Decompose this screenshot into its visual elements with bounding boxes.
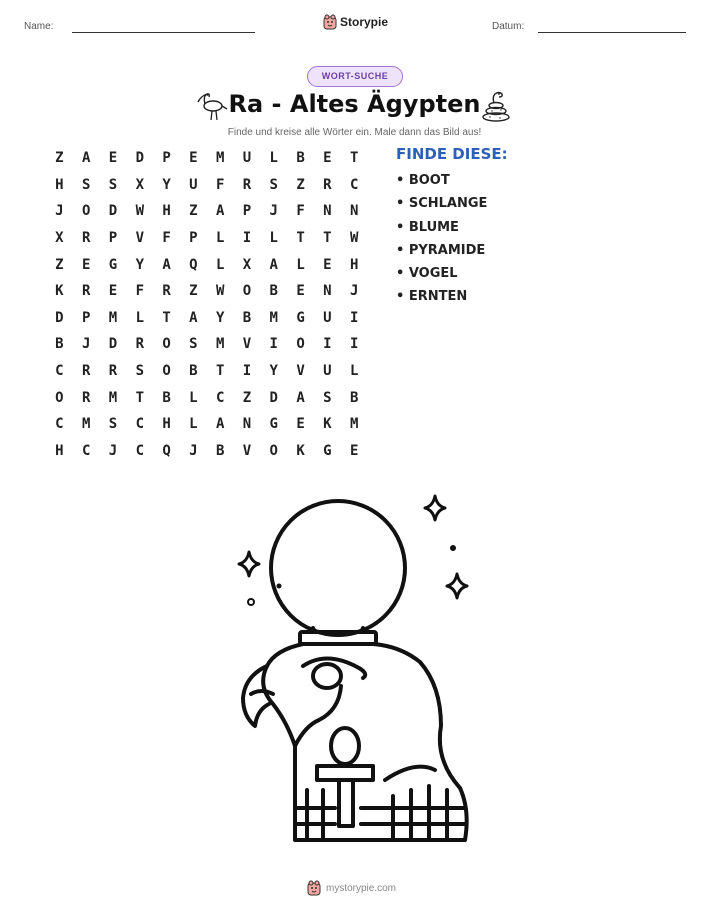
grid-cell[interactable]: I — [269, 336, 278, 353]
coiled-snake-icon — [480, 88, 512, 122]
grid-cell[interactable]: U — [323, 363, 332, 380]
grid-cell[interactable]: J — [81, 336, 91, 353]
word-item: • BLUME — [396, 219, 459, 235]
grid-cell[interactable]: F — [296, 203, 305, 220]
grid-cell[interactable]: O — [55, 389, 64, 406]
word-item: • BOOT — [396, 173, 450, 188]
grid-cell[interactable]: G — [323, 442, 332, 459]
grid-cell[interactable]: T — [323, 230, 332, 247]
grid-cell[interactable]: R — [135, 336, 144, 353]
grid-cell[interactable]: C — [135, 416, 144, 433]
grid-cell[interactable]: B — [189, 363, 198, 380]
word-item: • ERNTEN — [396, 289, 468, 305]
grid-cell[interactable]: T — [296, 230, 305, 247]
grid-cell[interactable]: X — [135, 176, 144, 193]
grid-cell[interactable]: J — [189, 442, 198, 459]
grid-cell[interactable]: V — [296, 363, 305, 380]
grid-cell[interactable]: H — [162, 203, 171, 220]
grid-cell[interactable]: M — [349, 416, 359, 433]
grid-cell[interactable]: B — [215, 442, 225, 459]
grid-cell[interactable]: C — [81, 442, 91, 459]
grid-cell[interactable]: B — [269, 283, 278, 300]
grid-cell[interactable]: J — [269, 203, 278, 220]
grid-cell[interactable]: K — [296, 442, 305, 459]
grid-cell[interactable]: J — [349, 283, 359, 300]
grid-cell[interactable]: M — [269, 309, 278, 326]
grid-cell[interactable]: L — [269, 230, 278, 247]
grid-cell[interactable]: Z — [189, 203, 198, 220]
grid-cell[interactable]: I — [242, 363, 252, 380]
grid-cell[interactable]: F — [135, 283, 144, 300]
grid-cell[interactable]: L — [215, 230, 225, 247]
grid-cell[interactable]: B — [242, 309, 252, 326]
grid-cell[interactable]: S — [108, 176, 118, 193]
grid-cell[interactable]: S — [269, 176, 278, 193]
grid-cell[interactable]: D — [55, 309, 64, 326]
grid-cell[interactable]: R — [81, 363, 91, 380]
grid-cell[interactable]: U — [323, 309, 332, 326]
grid-cell[interactable]: H — [55, 442, 64, 459]
grid-cell[interactable]: I — [242, 230, 252, 247]
grid-cell[interactable]: W — [135, 203, 144, 220]
grid-cell[interactable]: M — [108, 389, 118, 406]
grid-cell[interactable]: Q — [162, 442, 171, 459]
grid-cell[interactable]: Z — [296, 176, 305, 193]
grid-cell[interactable]: M — [215, 150, 225, 167]
name-label: Name: — [24, 21, 54, 32]
word-item: • PYRAMIDE — [396, 242, 486, 258]
storypie-logo-icon — [307, 880, 321, 896]
grid-cell[interactable]: L — [269, 150, 278, 167]
brand-name: Storypie — [340, 15, 389, 29]
grid-cell[interactable]: L — [135, 309, 144, 326]
ra-coloring-image[interactable] — [235, 490, 475, 850]
grid-cell[interactable]: O — [162, 336, 171, 353]
grid-cell[interactable]: N — [323, 203, 332, 220]
grid-cell[interactable]: I — [349, 309, 359, 326]
grid-cell[interactable]: E — [189, 150, 198, 167]
grid-cell[interactable]: X — [55, 230, 64, 247]
grid-cell[interactable]: O — [296, 336, 305, 353]
grid-cell[interactable]: V — [135, 230, 144, 247]
grid-cell[interactable]: H — [349, 256, 359, 273]
grid-cell[interactable]: F — [215, 176, 225, 193]
grid-cell[interactable]: P — [81, 309, 91, 326]
grid-cell[interactable]: W — [215, 283, 225, 300]
grid-cell[interactable]: A — [269, 256, 278, 273]
footer-url[interactable]: mystorypie.com — [326, 882, 397, 894]
grid-cell[interactable]: A — [296, 389, 305, 406]
grid-cell[interactable]: H — [55, 176, 64, 193]
grid-cell[interactable]: Z — [55, 150, 64, 167]
grid-cell[interactable]: T — [162, 309, 171, 326]
grid-cell[interactable]: L — [215, 256, 225, 273]
grid-cell[interactable]: R — [81, 389, 91, 406]
grid-cell[interactable]: H — [162, 416, 171, 433]
grid-cell[interactable]: P — [189, 230, 198, 247]
grid-cell[interactable]: M — [215, 336, 225, 353]
grid-cell[interactable]: L — [189, 389, 198, 406]
grid-cell[interactable]: Y — [215, 309, 225, 326]
grid-cell[interactable]: R — [81, 283, 91, 300]
word-search-grid[interactable] — [46, 145, 368, 464]
grid-cell[interactable]: R — [108, 363, 118, 380]
grid-cell[interactable]: B — [162, 389, 171, 406]
instructions: Finde und kreise alle Wörter ein. Male dann das Bild aus! — [227, 127, 482, 138]
grid-cell[interactable]: E — [296, 416, 305, 433]
grid-cell[interactable]: F — [162, 230, 171, 247]
grid-cell[interactable]: O — [242, 283, 252, 300]
grid-cell[interactable]: U — [242, 150, 252, 167]
grid-cell[interactable]: I — [323, 336, 332, 353]
grid-cell[interactable]: M — [108, 309, 118, 326]
grid-cell[interactable]: E — [296, 283, 305, 300]
word-list — [396, 169, 487, 309]
grid-cell[interactable]: L — [296, 256, 305, 273]
grid-cell[interactable]: Z — [55, 256, 64, 273]
grid-cell[interactable]: S — [189, 336, 198, 353]
grid-cell[interactable]: Z — [242, 389, 252, 406]
grid-cell[interactable]: C — [55, 363, 64, 380]
grid-cell[interactable]: O — [269, 442, 278, 459]
grid-cell[interactable]: A — [81, 150, 91, 167]
date-label: Datum: — [492, 21, 525, 32]
grid-cell[interactable]: O — [162, 363, 171, 380]
grid-cell[interactable]: J — [55, 203, 64, 220]
grid-cell[interactable]: D — [135, 150, 144, 167]
grid-cell[interactable]: L — [349, 363, 359, 380]
grid-cell[interactable]: P — [242, 203, 252, 220]
grid-cell[interactable]: R — [162, 283, 171, 300]
grid-cell[interactable]: A — [215, 416, 225, 433]
grid-cell[interactable]: R — [323, 176, 332, 193]
footer — [307, 880, 396, 896]
grid-cell[interactable]: I — [349, 336, 359, 353]
grid-cell[interactable]: T — [349, 150, 359, 167]
word-item: • SCHLANGE — [396, 196, 488, 212]
grid-cell[interactable]: J — [108, 442, 118, 459]
grid-cell[interactable]: S — [135, 363, 144, 380]
grid-cell[interactable]: Y — [135, 256, 144, 273]
grid-cell[interactable]: V — [242, 442, 252, 459]
grid-cell[interactable]: Z — [189, 283, 198, 300]
grid-cell[interactable]: S — [81, 176, 91, 193]
grid-cell[interactable]: A — [215, 203, 225, 220]
name-line[interactable] — [72, 32, 255, 33]
grid-cell[interactable]: E — [323, 256, 332, 273]
find-these-heading: FINDE DIESE: — [396, 145, 508, 163]
grid-cell[interactable]: D — [269, 389, 278, 406]
grid-cell[interactable]: K — [55, 283, 64, 300]
grid-cell[interactable]: U — [189, 176, 198, 193]
grid-cell[interactable]: G — [108, 256, 118, 273]
grid-cell[interactable]: X — [242, 256, 252, 273]
grid-cell[interactable]: E — [108, 283, 118, 300]
grid-cell[interactable]: A — [189, 309, 198, 326]
grid-cell[interactable]: N — [349, 203, 359, 220]
grid-cell[interactable]: B — [349, 389, 359, 406]
grid-cell[interactable]: L — [189, 416, 198, 433]
grid-cell[interactable]: T — [135, 389, 144, 406]
grid-cell[interactable]: A — [162, 256, 171, 273]
grid-cell[interactable]: P — [108, 230, 118, 247]
grid-cell[interactable]: C — [349, 176, 359, 193]
grid-cell[interactable]: Y — [269, 363, 278, 380]
grid-cell[interactable]: Y — [162, 176, 171, 193]
word-item: • VOGEL — [396, 266, 458, 282]
grid-cell[interactable]: W — [349, 230, 359, 247]
grid-cell[interactable]: G — [296, 309, 305, 326]
grid-cell[interactable]: N — [242, 416, 252, 433]
page-title: Ra - Altes Ägypten — [228, 90, 481, 118]
grid-cell[interactable]: B — [296, 150, 305, 167]
grid-cell[interactable]: R — [242, 176, 252, 193]
storypie-logo-icon — [323, 14, 337, 30]
grid-cell[interactable]: D — [108, 203, 118, 220]
grid-cell[interactable]: C — [135, 442, 144, 459]
grid-cell[interactable]: S — [108, 416, 118, 433]
grid-cell[interactable]: Q — [189, 256, 198, 273]
grid-cell[interactable]: R — [81, 230, 91, 247]
grid-cell[interactable]: T — [215, 363, 225, 380]
grid-cell[interactable]: E — [349, 442, 359, 459]
grid-cell[interactable]: D — [108, 336, 118, 353]
grid-cell[interactable]: O — [81, 203, 91, 220]
grid-cell[interactable]: E — [323, 150, 332, 167]
grid-cell[interactable]: C — [215, 389, 225, 406]
grid-cell[interactable]: S — [323, 389, 332, 406]
word-search-badge: WORT-SUCHE — [307, 66, 403, 87]
grid-cell[interactable]: C — [55, 416, 64, 433]
grid-cell[interactable]: N — [323, 283, 332, 300]
date-line[interactable] — [538, 32, 686, 33]
grid-cell[interactable]: E — [81, 256, 91, 273]
grid-cell[interactable]: B — [55, 336, 64, 353]
storypie-brand — [323, 14, 388, 30]
grid-cell[interactable]: G — [269, 416, 278, 433]
grid-cell[interactable]: V — [242, 336, 252, 353]
grid-cell[interactable]: P — [162, 150, 171, 167]
grid-cell[interactable]: K — [323, 416, 332, 433]
grid-cell[interactable]: E — [108, 150, 118, 167]
grid-cell[interactable]: M — [81, 416, 91, 433]
